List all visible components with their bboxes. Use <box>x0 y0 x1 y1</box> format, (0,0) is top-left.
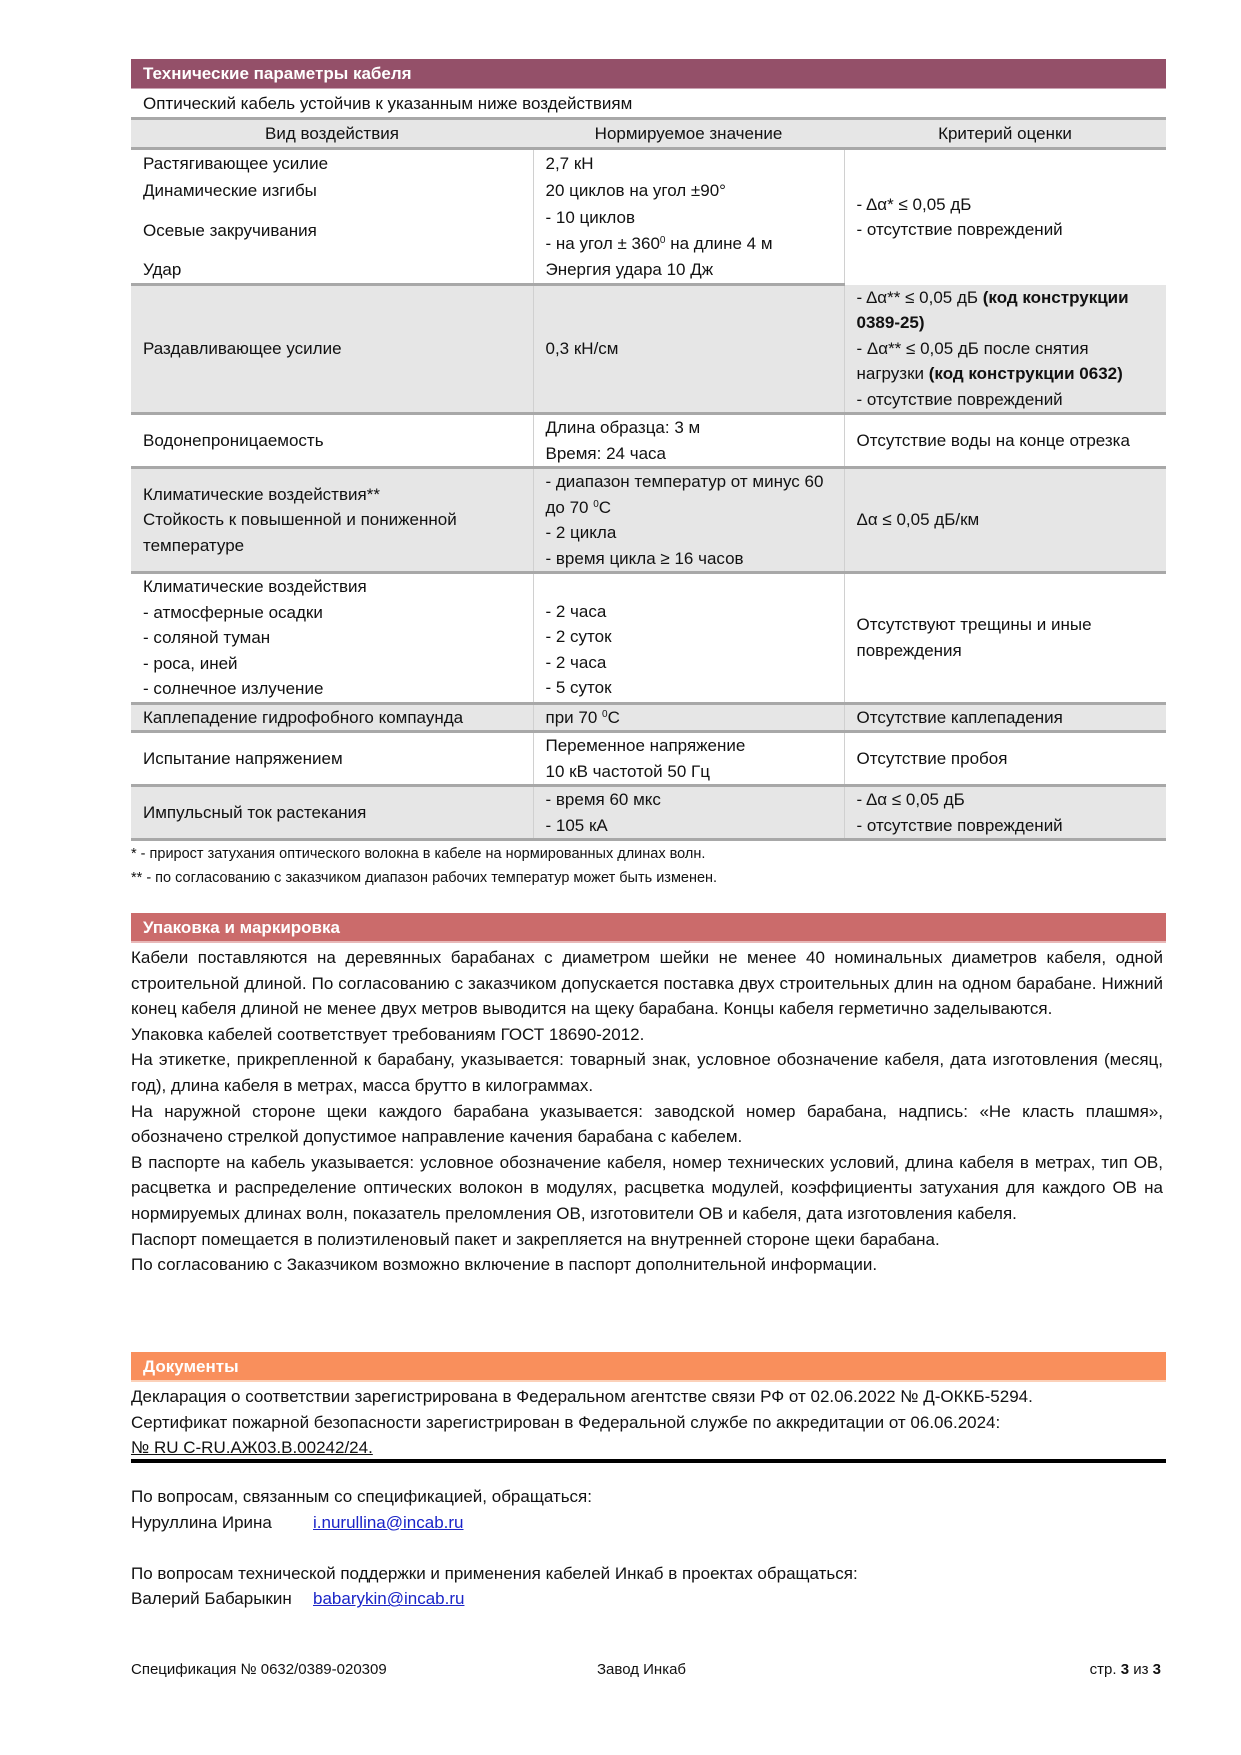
row-criteria: - Δα** ≤ 0,05 дБ (код конструкции 0389-25) - Δα** ≤ 0,05 дБ после снятия нагрузки (код конструкции 0632) - отсутствие повреждений <box>844 285 1166 414</box>
row-name: Растягивающее усилие <box>143 153 329 173</box>
table-row <box>131 786 1166 840</box>
col-header-criteria: Критерий оценки <box>844 119 1166 149</box>
footnote: * - прирост затухания оптического волокна в кабеле на нормированных длинах волн. <box>131 846 706 862</box>
certificate-number: № RU С-RU.АЖ03.В.00242/24. <box>131 1438 373 1458</box>
tech-params-table <box>131 117 1166 841</box>
col-header-type: Вид воздействия <box>131 119 533 149</box>
row-value: 20 циклов на угол ±90° <box>533 177 844 205</box>
packaging-text <box>131 945 1163 1278</box>
spec-number: Спецификация № 0632/0389-020309 <box>131 1661 387 1678</box>
section-header-packaging: Упаковка и маркировка <box>131 913 1166 943</box>
row-name: Каплепадение гидрофобного компаунда <box>131 703 533 732</box>
footnotes <box>131 842 717 890</box>
table-row <box>131 703 1166 732</box>
documents-text <box>131 1384 1166 1461</box>
row-name: Испытание напряжением <box>131 732 533 786</box>
row-value: - время 60 мкс - 105 кА <box>533 786 844 840</box>
row-name: Удар <box>131 257 533 285</box>
row-criteria: Отсутствие воды на конце отрезка <box>844 414 1166 468</box>
table-row <box>131 285 1166 414</box>
tech-intro: Оптический кабель устойчив к указанным ниже воздействиям <box>143 94 633 113</box>
paragraph: По согласованию с Заказчиком возможно включение в паспорт дополнительной информации. <box>131 1255 878 1275</box>
paragraph: В паспорте на кабель указывается: условное обозначение кабеля, номер технических условий, длина кабеля в метрах, тип ОВ, расцветка и распределение оптических волокон в модулях, расцветка модулей, коэффициенты затухания для каждого ОВ на нормируемых длинах волн, показатель преломления ОВ, изготовители ОВ и кабеля, дата изготовления кабеля. <box>131 1152 1163 1223</box>
row-name: Раздавливающее усилие <box>131 285 533 414</box>
row-name: Климатические воздействия** Стойкость к повышенной и пониженной температуре <box>131 468 533 573</box>
table-row <box>131 149 1166 177</box>
company-name: Завод Инкаб <box>597 1661 687 1678</box>
contact-email-link[interactable]: i.nurullina@incab.ru <box>313 1512 464 1532</box>
row-value: Переменное напряжение 10 кВ частотой 50 Гц <box>533 732 844 786</box>
row-value: 0,3 кН/см <box>533 285 844 414</box>
table-row <box>131 732 1166 786</box>
row-name: Динамические изгибы <box>143 180 317 200</box>
row-value: - диапазон температур от минус 60 до 70 $^0$С - 2 цикла - время цикла ≥ 16 часов <box>533 468 844 573</box>
spec-contact <box>131 1510 858 1536</box>
paragraph: Кабели поставляются на деревянных барабанах с диаметром шейки не менее 40 номинальных диаметров кабеля, одной строительной длиной. По согласованию с заказчиком допускается поставка двух строительных длин на одном барабане. Нижний конец кабеля длиной не менее двух метров выводится на щеку барабана. Концы кабеля герметично заделываются. <box>131 948 1163 1019</box>
row-name: Осевые закручивания <box>143 220 317 240</box>
col-header-value: Нормируемое значение <box>533 119 844 149</box>
row-criteria: - Δα ≤ 0,05 дБ - отсутствие повреждений <box>844 786 1166 840</box>
row-name: Импульсный ток растекания <box>131 786 533 840</box>
paragraph: На этикетке, прикрепленной к барабану, указывается: товарный знак, условное обозначение кабеля, дата изготовления (месяц, год), длина кабеля в метрах, масса брутто в килограммах. <box>131 1050 1163 1095</box>
declaration-text: Декларация о соответствии зарегистрирована в Федеральном агентстве связи РФ от 02.06.2022 № Д-ОККБ-5294. <box>131 1387 1033 1406</box>
row-criteria: Отсутствие каплепадения <box>844 703 1166 732</box>
contact-name: Нуруллина Ирина <box>131 1512 272 1532</box>
section-header-documents: Документы <box>131 1352 1166 1382</box>
row-criteria: - Δα* ≤ 0,05 дБ - отсутствие повреждений <box>844 149 1166 285</box>
page-number: стр. 3 из 3 <box>1089 1661 1161 1678</box>
row-value: Энергия удара 10 Дж <box>533 257 844 285</box>
row-value: Длина образца: 3 м Время: 24 часа <box>533 414 844 468</box>
row-criteria: Δα ≤ 0,05 дБ/км <box>844 468 1166 573</box>
divider-rule <box>131 1459 1166 1463</box>
row-name: Климатические воздействия - атмосферные осадки - соляной туман - роса, иней - солнечное излучение <box>131 573 533 704</box>
paragraph: Упаковка кабелей соответствует требованиям ГОСТ 18690-2012. <box>131 1024 645 1044</box>
row-name: Водонепроницаемость <box>131 414 533 468</box>
row-value: при 70 $^0$С <box>533 703 844 732</box>
contact-email-link[interactable]: babarykin@incab.ru <box>313 1589 465 1609</box>
footnote: ** - по согласованию с заказчиком диапазон рабочих температур может быть изменен. <box>131 870 718 886</box>
spec-contact-prompt: По вопросам, связанным со спецификацией, обращаться: <box>131 1487 592 1506</box>
support-contact-prompt: По вопросам технической поддержки и применения кабелей Инкаб в проектах обращаться: <box>131 1563 858 1583</box>
paragraph: Паспорт помещается в полиэтиленовый пакет и закрепляется на внутренней стороне щеки барабана. <box>131 1229 940 1249</box>
section-header-tech: Технические параметры кабеля <box>131 59 1166 89</box>
contacts <box>131 1484 858 1612</box>
row-criteria: Отсутствие пробоя <box>844 732 1166 786</box>
contact-name: Валерий Бабарыкин <box>131 1589 292 1609</box>
table-row <box>131 468 1166 573</box>
table-row <box>131 414 1166 468</box>
row-value: 2,7 кН <box>533 149 844 177</box>
row-criteria: Отсутствуют трещины и иные повреждения <box>844 573 1166 704</box>
table-row <box>131 573 1166 704</box>
row-value: - 2 часа - 2 суток - 2 часа - 5 суток <box>533 573 844 704</box>
paragraph: На наружной стороне щеки каждого барабана указывается: заводской номер барабана, надпись: «Не класть плашмя», обозначено стрелкой допустимое направление качения барабана с кабелем. <box>131 1101 1163 1147</box>
support-contact <box>131 1586 858 1612</box>
table-header-row <box>131 119 1166 149</box>
row-value: - 10 циклов - на угол ± $360^0$ на длине 4 м <box>533 205 844 257</box>
certificate-text: Сертификат пожарной безопасности зарегистрирован в Федеральной службе по аккредитации от 06.06.2024: <box>131 1412 1001 1432</box>
